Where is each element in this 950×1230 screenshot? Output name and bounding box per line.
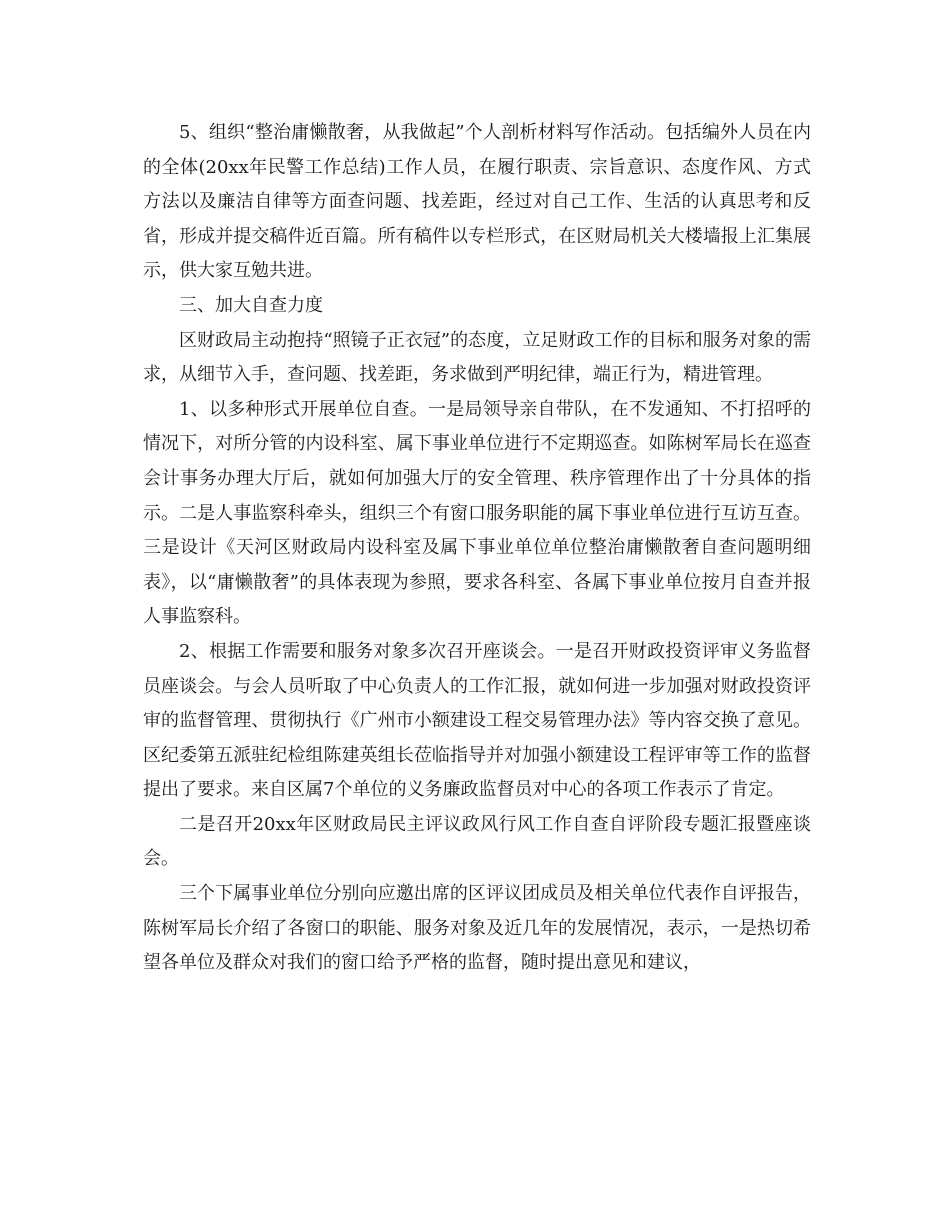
paragraph-item-2-symposiums: 2、根据工作需要和服务对象多次召开座谈会。一是召开财政投资评审义务监督员座谈会。与会人员听取了中心负责人的工作汇报，就如何进一步加强对财政投资评审的监督管理、贯彻执行《广州市小额建设工程交易管理办法》等内容交换了意见。区纪委第五派驻纪检组陈建英组长莅临指导并对加强小额建设工程评审等工作的监督提出了要求。来自区属7个单位的义务廉政监督员对中心的各项工作表示了肯定。	[143, 640, 811, 801]
paragraph-item-5-writing-activity: 5、组织“整治庸懒散奢，从我做起”个人剖析材料写作活动。包括编外人员在内的全体(20xx年民警工作总结)工作人员，在履行职责、宗旨意识、态度作风、方式方法以及廉洁自律等方面查问题、找差距，经过对自己工作、生活的认真思考和反省，形成并提交稿件近百篇。所有稿件以专栏形式，在区财局机关大楼墙报上汇集展示，供大家互勉共进。	[143, 122, 811, 282]
section-heading-self-inspection: 三、加大自查力度	[179, 294, 323, 316]
paragraph-second-symposium: 二是召开20xx年区财政局民主评议政风行风工作自查自评阶段专题汇报暨座谈会。	[143, 813, 811, 870]
paragraph-self-evaluation-report: 三个下属事业单位分别向应邀出席的区评议团成员及相关单位代表作自评报告，陈树军局长介绍了各窗口的职能、服务对象及近几年的发展情况，表示，一是热切希望各单位及群众对我们的窗口给予严格的监督，随时提出意见和建议，	[143, 883, 811, 974]
document-body	[143, 116, 811, 981]
paragraph-item-1-unit-self-check: 1、以多种形式开展单位自查。一是局领导亲自带队，在不发通知、不打招呼的情况下，对所分管的内设科室、属下事业单位进行不定期巡查。如陈树军局长在巡查会计事务办理大厅后，就如何加强大厅的安全管理、秩序管理作出了十分具体的指示。二是人事监察科牵头，组织三个有窗口服务职能的属下事业单位进行互访互查。三是设计《天河区财政局内设科室及属下事业单位单位整治庸懒散奢自查问题明细表》，以“庸懒散奢”的具体表现为参照，要求各科室、各属下事业单位按月自查并报人事监察科。	[143, 398, 811, 628]
paragraph-self-inspection-intro: 区财政局主动抱持“照镜子正衣冠”的态度，立足财政工作的目标和服务对象的需求，从细节入手，查问题、找差距，务求做到严明纪律，端正行为，精进管理。	[143, 329, 811, 386]
